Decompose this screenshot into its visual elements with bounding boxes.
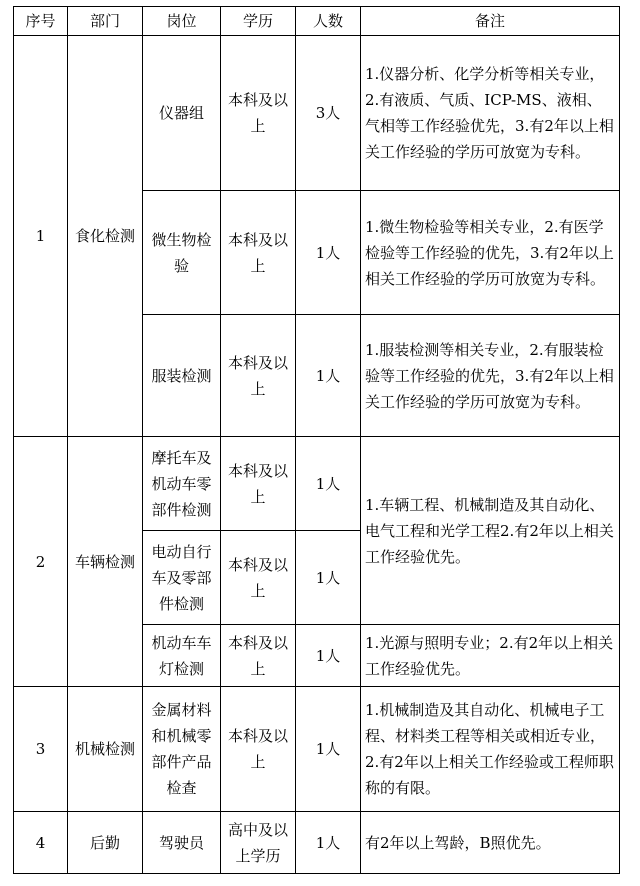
recruitment-table	[13, 6, 620, 874]
dept-cell: 后勤	[68, 812, 143, 874]
table-row	[14, 812, 620, 874]
position-cell: 金属材料和机械零部件产品检查	[143, 687, 221, 812]
position-cell: 驾驶员	[143, 812, 221, 874]
education-cell: 本科及以上	[221, 687, 296, 812]
header-row	[14, 7, 620, 36]
header-education: 学历	[221, 7, 296, 36]
dept-cell: 车辆检测	[68, 437, 143, 687]
count-cell: 1人	[296, 531, 361, 625]
education-cell: 本科及以上	[221, 531, 296, 625]
education-cell: 本科及以上	[221, 625, 296, 687]
position-cell: 微生物检验	[143, 191, 221, 315]
note-cell: 1.服装检测等相关专业，2.有服装检验等工作经验的优先，3.有2年以上相关工作经验的学历可放宽为专科。	[361, 315, 620, 437]
education-cell: 本科及以上	[221, 315, 296, 437]
count-cell: 1人	[296, 437, 361, 531]
group-no-cell: 3	[14, 687, 68, 812]
note-cell: 1.微生物检验等相关专业，2.有医学检验等工作经验的优先，3.有2年以上相关工作经验的学历可放宽为专科。	[361, 191, 620, 315]
group-no-cell: 4	[14, 812, 68, 874]
note-cell: 1.机械制造及其自动化、机械电子工程、材料类工程等相关或相近专业，2.有2年以上相关工作经验或工程师职称的有限。	[361, 687, 620, 812]
shared-note-cell: 1.车辆工程、机械制造及其自动化、电气工程和光学工程2.有2年以上相关工作经验优先。	[361, 437, 620, 625]
group-no-cell: 2	[14, 437, 68, 687]
education-cell: 高中及以上学历	[221, 812, 296, 874]
header-count: 人数	[296, 7, 361, 36]
recruitment-table-container	[13, 6, 620, 874]
count-cell: 1人	[296, 191, 361, 315]
position-cell: 仪器组	[143, 36, 221, 191]
table-row	[14, 687, 620, 812]
header-position: 岗位	[143, 7, 221, 36]
note-cell: 1.仪器分析、化学分析等相关专业，2.有液质、气质、ICP-MS、液相、气相等工作经验优先，3.有2年以上相关工作经验的学历可放宽为专科。	[361, 36, 620, 191]
group-no-cell: 1	[14, 36, 68, 437]
note-cell: 1.光源与照明专业；2.有2年以上相关工作经验优先。	[361, 625, 620, 687]
count-cell: 1人	[296, 812, 361, 874]
header-no: 序号	[14, 7, 68, 36]
education-cell: 本科及以上	[221, 36, 296, 191]
dept-cell: 食化检测	[68, 36, 143, 437]
header-dept: 部门	[68, 7, 143, 36]
education-cell: 本科及以上	[221, 437, 296, 531]
count-cell: 3人	[296, 36, 361, 191]
count-cell: 1人	[296, 687, 361, 812]
table-row	[14, 36, 620, 191]
position-cell: 电动自行车及零部件检测	[143, 531, 221, 625]
count-cell: 1人	[296, 625, 361, 687]
position-cell: 机动车车灯检测	[143, 625, 221, 687]
table-row	[14, 437, 620, 531]
note-cell: 有2年以上驾龄，B照优先。	[361, 812, 620, 874]
header-note: 备注	[361, 7, 620, 36]
position-cell: 摩托车及机动车零部件检测	[143, 437, 221, 531]
dept-cell: 机械检测	[68, 687, 143, 812]
education-cell: 本科及以上	[221, 191, 296, 315]
count-cell: 1人	[296, 315, 361, 437]
position-cell: 服装检测	[143, 315, 221, 437]
